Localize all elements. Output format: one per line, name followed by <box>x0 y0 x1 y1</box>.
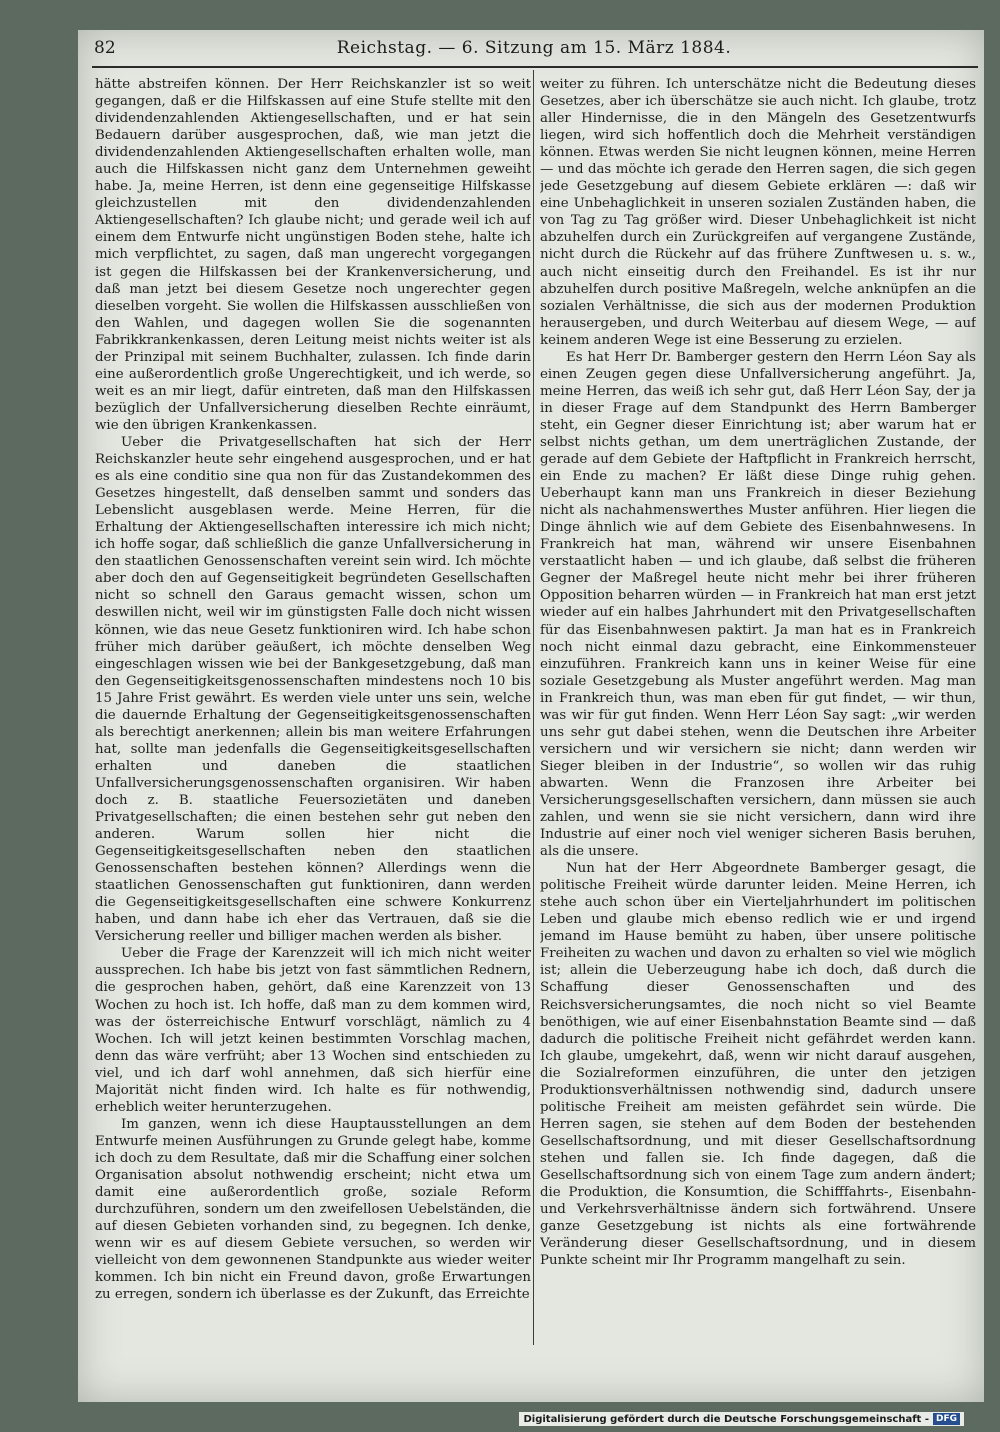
dfg-logo-icon: DFG <box>933 1413 960 1425</box>
left-paragraph-2: Ueber die Privatgesellschaften hat sich der Herr Reichskanzler heute sehr eingehend ausgesprochen, und er hat es als eine conditio sine qua non für das Zustandekommen des Gesetzes hingestellt, daß denselben sammt und sonders das Lebenslicht ausgeblasen werde. Meine Herren, für die Erhaltung der Aktiengesellschaften interessire ich mich nicht; ich hoffe sogar, daß schließlich die ganze Unfallversicherung in den staatlichen Genossenschaften vereint sein wird. Ich möchte aber doch den auf Gegenseitigkeit begründeten Gesellschaften nicht so schnell den Garaus gemacht wissen, schon um deswillen nicht, weil wir im günstigsten Falle doch nicht wissen können, wie das neue Gesetz funktioniren wird. Ich habe schon früher mich darüber geäußert, ich möchte denselben Weg eingeschlagen wissen wie bei der Bankgesetzgebung, daß man den Gegenseitigkeitsgenossenschaften mindestens noch 10 bis 15 Jahre Frist gewährt. Es werden viele unter uns sein, welche die dauernde Erhaltung der Gegenseitigkeitsgenossenschaften als berechtigt anerkennen; allein bis man weitere Erfahrungen hat, sollte man jedenfalls die Gegenseitigkeitsgesellschaften erhalten und daneben die staatlichen Unfallversicherungsgenossenschaften organisiren. Wir haben doch z. B. staatliche Feuersozietäten und daneben Privatgesellschaften; die einen bestehen sehr gut neben den anderen. Warum sollen hier nicht die Gegenseitigkeitsgesellschaften neben den staatlichen Genossenschaften bestehen können? Allerdings wenn die staatlichen Genossenschaften gut funktioniren, dann werden die Gegenseitigkeitsgesellschaften eine schwere Konkurrenz haben, und dann habe ich eher das Vertrauen, daß sie die Versicherung reeller und billiger machen werden als bisher. <box>95 434 531 945</box>
right-paragraph-3: Nun hat der Herr Abgeordnete Bamberger gesagt, die politische Freiheit würde darunter leiden. Meine Herren, ich stehe auch schon über ein Vierteljahrhundert im politischen Leben und glaube mich ebenso redlich wie er und irgend jemand im Hause bemüht zu haben, über unsere politische Freiheiten zu wachen und davon zu erhalten so viel wie möglich ist; allein die Ueberzeugung habe ich doch, daß durch die Schaffung dieser Genossenschaften und des Reichsversicherungsamtes, die noch nicht so viel Beamte benöthigen, wie auf einer Eisenbahnstation Beamte sind — daß dadurch die politische Freiheit nicht gefährdet werden kann. Ich glaube, umgekehrt, daß, wenn wir nicht darauf ausgehen, die Sozialreformen einzuführen, die unter den jetzigen Produktionsverhältnissen nothwendig sind, dadurch unsere politische Freiheit am meisten gefährdet sein würde. Die Herren sagen, sie stehen auf dem Boden der bestehenden Gesellschaftsordnung, und mit dieser Gesellschaftsordnung stehen und fallen sie. Ich finde dagegen, daß die Gesellschaftsordnung sich von einem Tage zum andern ändert; die Produktion, die Konsumtion, die Schifffahrts-, Eisenbahn- und Verkehrsverhältnisse ändern sich fortwährend. Unsere ganze Gesetzgebung ist nichts als eine fortwährende Veränderung dieser Gesellschaftsordnung, und in diesem Punkte scheint mir Ihr Programm mangelhaft zu sein. <box>540 861 976 1269</box>
right-column <box>540 76 976 1338</box>
page-number: 82 <box>94 38 116 58</box>
running-head: Reichstag. — 6. Sitzung am 15. März 1884. <box>336 38 732 58</box>
left-paragraph-1: hätte abstreifen können. Der Herr Reichskanzler ist so weit gegangen, daß er die Hilfskassen auf eine Stufe stellte mit den dividendenzahlenden Aktiengesellschaften, und er hat sein Bedauern darüber ausgesprochen, daß, wie man jetzt die dividendenzahlenden Aktiengesellschaften erhalten wolle, man auch die Hilfskassen nicht ganz dem Unternehmen geweiht habe. Ja, meine Herren, ist denn eine gegenseitige Hilfskasse gleichzustellen mit den dividendenzahlenden Aktiengesellschaften? Ich glaube nicht; und gerade weil ich auf einem dem Entwurfe nicht ungünstigen Boden stehe, halte ich mich verpflichtet, zu sagen, daß man ungerecht vorgegangen ist gegen die Hilfskassen bei der Krankenversicherung, und daß man jetzt bei diesem Gesetze noch ungerechter gegen dieselben vorgeht. Sie wollen die Hilfskassen ausschließen von den Wahlen, und dagegen wollen Sie die sogenannten Fabrikkrankenkassen, deren Leitung meist nichts weiter ist als der Prinzipal mit seinem Buchhalter, zulassen. Ich finde darin eine außerordentlich große Ungerechtigkeit, und ich werde, so weit es an mir liegt, dafür eintreten, daß man den Hilfskassen bezüglich der Unfallversicherung dieselben Rechte einräumt, wie den übrigen Krankenkassen. <box>95 77 531 433</box>
digitization-credit <box>519 1412 964 1426</box>
column-divider <box>533 70 534 1345</box>
left-paragraph-3: Ueber die Frage der Karenzzeit will ich mich nicht weiter aussprechen. Ich habe bis jetzt von fast sämmtlichen Rednern, die gesprochen haben, gehört, daß eine Karenzzeit von 13 Wochen zu hoch ist. Ich hoffe, daß man zu dem kommen wird, was der österreichische Entwurf vorschlägt, nämlich zu 4 Wochen. Ich will jetzt keinen bestimmten Vorschlag machen, denn das wäre verfrüht; aber 13 Wochen sind entschieden zu viel, und ich darf wohl annehmen, daß sich hierfür eine Majorität nicht finden wird. Ich halte es für nothwendig, erheblich weiter herunterzugehen. <box>95 946 531 1115</box>
page-header <box>92 36 976 64</box>
left-paragraph-4: Im ganzen, wenn ich diese Hauptausstellungen an dem Entwurfe meinen Ausführungen zu Grunde gelegt habe, komme ich doch zu dem Resultate, daß mir die Schaffung einer solchen Organisation absolut nothwendig erscheint; nicht etwa um damit eine außerordentlich große, soziale Reform durchzuführen, sondern um den zweifellosen Uebelständen, die auf diesen Gebieten vorhanden sind, zu begegnen. Ich denke, wenn wir es auf diesem Gebiete versuchen, so werden wir vielleicht von dem gewonnenen Standpunkte aus wieder weiter kommen. Ich bin nicht ein Freund davon, große Erwartungen zu erregen, sondern ich überlasse es der Zukunft, das Erreichte <box>95 1116 531 1303</box>
credit-text: Digitalisierung gefördert durch die Deutsche Forschungsgemeinschaft - <box>523 1413 929 1425</box>
right-paragraph-1: weiter zu führen. Ich unterschätze nicht die Bedeutung dieses Gesetzes, aber ich überschätze sie auch nicht. Ich glaube, trotz aller Hindernisse, die in den Mängeln des Gesetzentwurfs liegen, wird sich hoffentlich doch die Mehrheit verständigen können. Etwas werden Sie nicht leugnen können, meine Herren — und das möchte ich gerade den Herren sagen, die sich gegen jede Gesetzgebung auf diesem Gebiete erklären —: daß wir eine Unbehaglichkeit in unseren sozialen Zuständen haben, die von Tag zu Tag größer wird. Dieser Unbehaglichkeit ist nicht abzuhelfen durch ein Zurückgreifen auf vergangene Zustände, nicht durch die Rückehr auf das frühere Zunftwesen u. s. w., auch nicht einseitig durch den Freihandel. Es ist ihr nur abzuhelfen durch positive Maßregeln, welche anknüpfen an die sozialen Verhältnisse, die sich aus der modernen Produktion herausergeben, und durch Weiterbau auf diesem Wege, — auf keinem anderen Wege ist eine Besserung zu erzielen. <box>540 77 976 348</box>
right-paragraph-2: Es hat Herr Dr. Bamberger gestern den Herrn Léon Say als einen Zeugen gegen diese Unfallversicherung angeführt. Ja, meine Herren, das weiß ich sehr gut, daß Herr Léon Say, der ja in dieser Frage auf dem Standpunkt des Herrn Bamberger steht, ein Gegner dieser Einrichtung ist; aber warum hat er selbst nichts gethan, um dem unerträglichen Zustande, der gerade auf dem Gebiete der Haftpflicht in Frankreich herrscht, ein Ende zu machen? Er läßt diese Dinge ruhig gehen. Ueberhaupt kann man uns Frankreich in dieser Beziehung nicht als nachahmenswerthes Muster anführen. Hier liegen die Dinge ähnlich wie auf dem Gebiete des Eisenbahnwesens. In Frankreich hat man, während wir unsere Eisenbahnen verstaatlicht haben — und ich glaube, daß selbst die früheren Gegner der Maßregel heute nicht mehr bei ihrer früheren Opposition beharren würden — in Frankreich hat man erst jetzt wieder auf ein halbes Jahrhundert mit den Privatgesellschaften für das Eisenbahnwesen paktirt. Ja man hat es in Frankreich noch nicht einmal dazu gebracht, eine Einkommensteuer einzuführen. Frankreich kann uns in keiner Weise für eine soziale Gesetzgebung als Muster angeführt werden. Mag man in Frankreich thun, was man eben für gut findet, — wir thun, was wir für gut finden. Wenn Herr Léon Say sagt: „wir werden uns sehr gut dabei stehen, wenn die Deutschen ihre Arbeiter versichern und wir versichern sie nicht; dann werden wir Sieger bleiben in der Industrie“, so wollen wir das ruhig abwarten. Wenn die Franzosen ihre Arbeiter bei Versicherungsgesellschaften versichern, dann müssen sie auch zahlen, und wenn sie sie nicht versichern, dann wird ihre Industrie auf einer noch viel weniger sicheren Basis beruhen, als die unsere. <box>540 349 976 860</box>
header-rule <box>92 66 978 68</box>
left-column <box>95 76 531 1338</box>
